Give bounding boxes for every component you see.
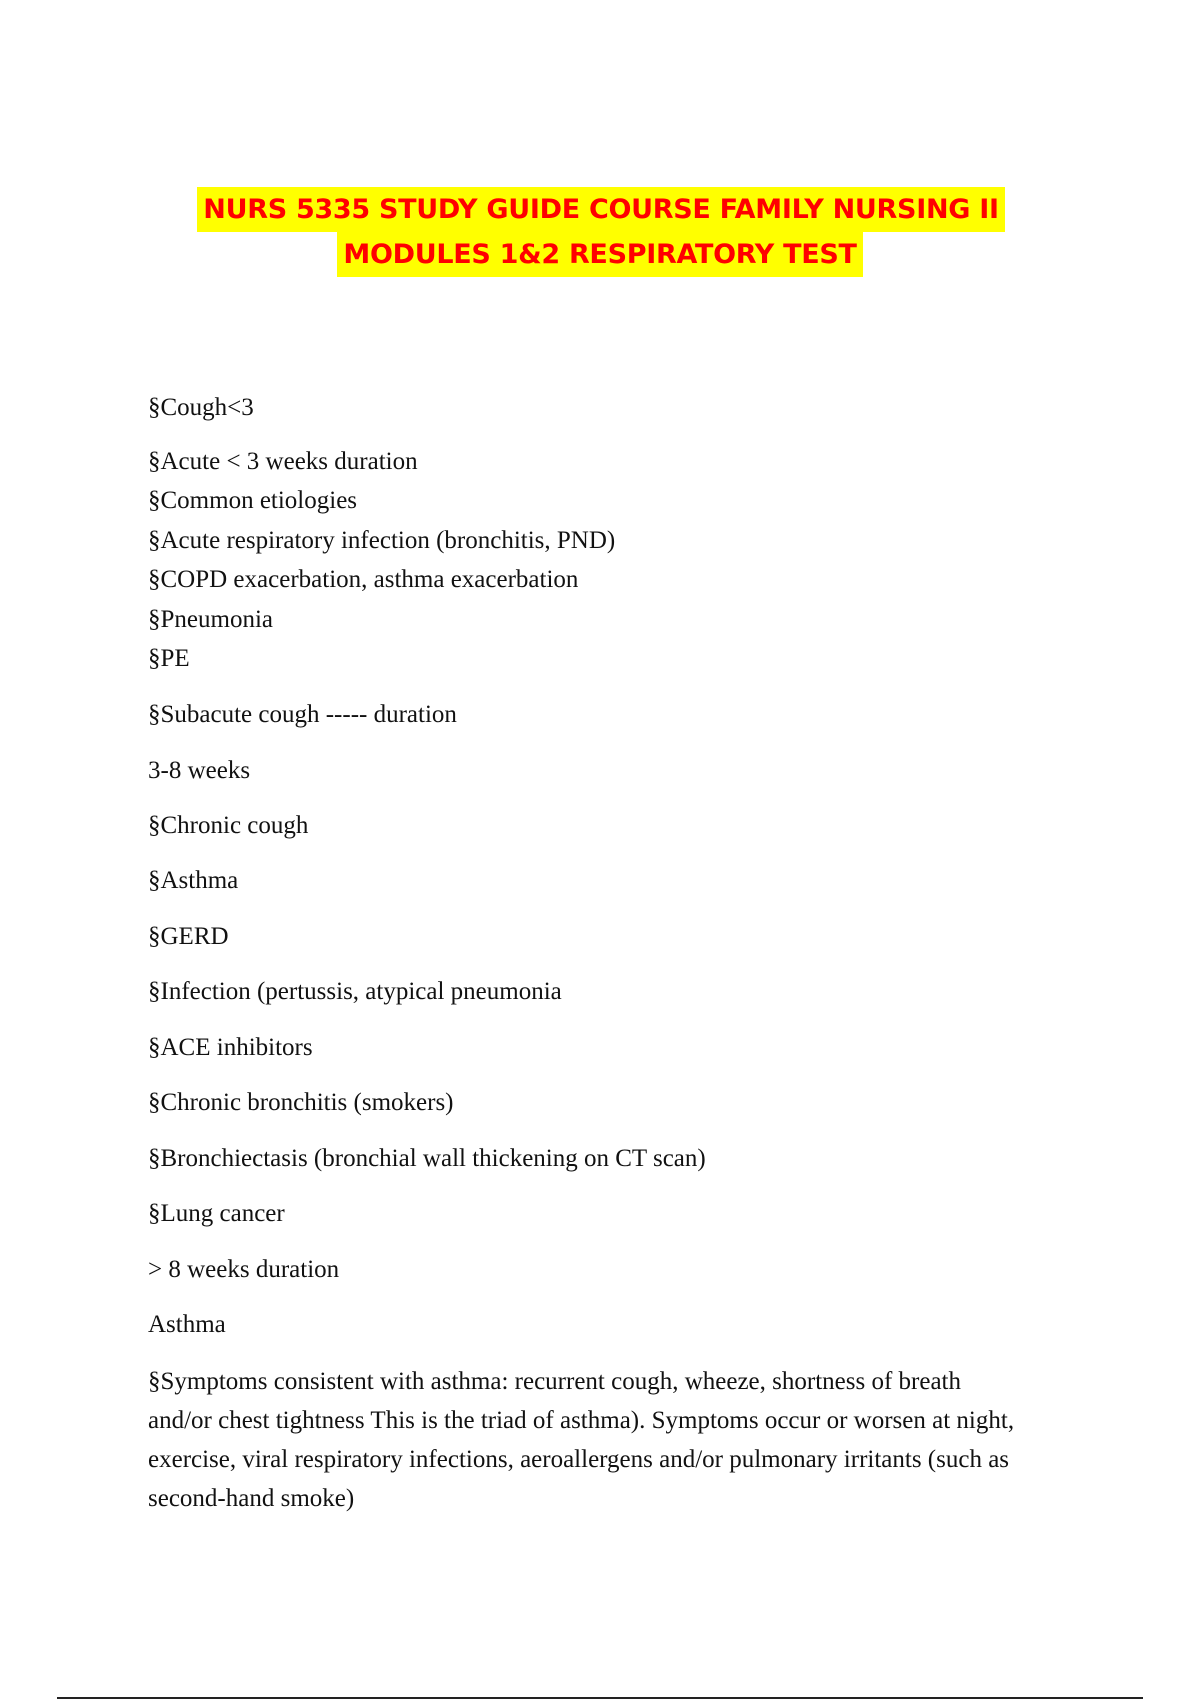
text-line: §Lung cancer: [148, 1200, 285, 1227]
text-line: 3-8 weeks: [148, 757, 251, 784]
text-line: §GERD: [148, 923, 229, 950]
footer-divider: [57, 1697, 1143, 1699]
text-line: §Subacute cough ----- duration: [148, 701, 457, 728]
text-line: > 8 weeks duration: [148, 1256, 340, 1283]
text-line: §Acute respiratory infection (bronchitis, PND): [148, 527, 616, 554]
text-line: §Bronchiectasis (bronchial wall thickening on CT scan): [148, 1145, 706, 1172]
title-line-1: NURS 5335 STUDY GUIDE COURSE FAMILY NURSING II: [197, 187, 1004, 232]
title-line-2: MODULES 1&2 RESPIRATORY TEST: [337, 232, 862, 277]
text-line: §Acute < 3 weeks duration: [148, 448, 418, 475]
text-line: §Pneumonia: [148, 606, 273, 633]
text-line: §Cough<3: [148, 394, 254, 421]
text-line: §Chronic bronchitis (smokers): [148, 1089, 454, 1116]
document-title: [0, 187, 1200, 277]
text-line: §Asthma: [148, 867, 239, 894]
text-line: §Common etiologies: [148, 487, 358, 514]
text-line: §COPD exacerbation, asthma exacerbation: [148, 566, 579, 593]
text-line: §PE: [148, 645, 190, 672]
text-line: §Chronic cough: [148, 812, 309, 839]
asthma-paragraph: §Symptoms consistent with asthma: recurrent cough, wheeze, shortness of breath and/or chest tightness This is the triad of asthma). Symptoms occur or worsen at night, exercise, viral respiratory infections, aeroallergens and/or pulmonary irritants (such as second-hand smoke): [148, 1368, 1015, 1512]
text-line: §ACE inhibitors: [148, 1034, 313, 1061]
text-line: Asthma: [148, 1311, 226, 1338]
text-line: §Infection (pertussis, atypical pneumonia: [148, 978, 562, 1005]
